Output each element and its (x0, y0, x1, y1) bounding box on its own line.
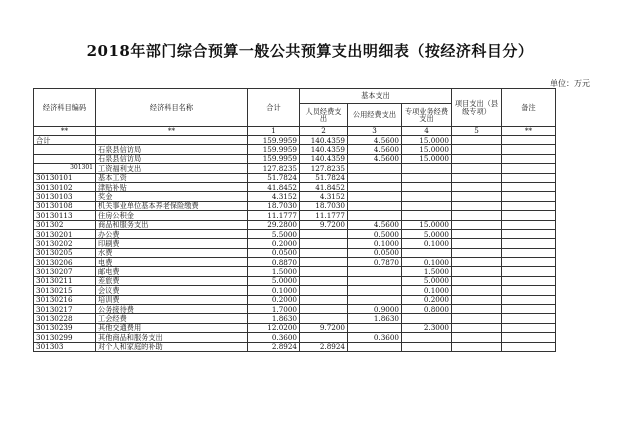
project-cell (452, 295, 502, 304)
name-cell: 邮电费 (96, 267, 248, 276)
code-cell: 30130101 (34, 173, 96, 182)
index-cell: 3 (348, 127, 402, 136)
header-name: 经济科目名称 (96, 89, 248, 127)
code-cell: 301303 (34, 342, 96, 351)
total-cell: 51.7824 (248, 173, 300, 182)
name-cell: 其他交通费用 (96, 323, 248, 332)
personnel-cell (300, 295, 348, 304)
public-cell: 4.5600 (348, 145, 402, 154)
note-cell (502, 267, 556, 276)
index-cell: ** (96, 127, 248, 136)
code-cell: 30130113 (34, 211, 96, 220)
code-cell: 30130102 (34, 182, 96, 191)
code-cell (34, 145, 96, 154)
header-basic: 基本支出 (300, 89, 452, 104)
special-cell: 0.1000 (402, 258, 452, 267)
name-cell: 电费 (96, 258, 248, 267)
public-cell: 0.7870 (348, 258, 402, 267)
header-project: 项目支出（县级专项） (452, 89, 502, 127)
total-cell: 5.5000 (248, 229, 300, 238)
special-cell: 0.1000 (402, 239, 452, 248)
special-cell: 2.3000 (402, 323, 452, 332)
table-row (34, 173, 556, 182)
public-cell (348, 164, 402, 173)
public-cell: 1.8630 (348, 314, 402, 323)
code-cell: 30130211 (34, 276, 96, 285)
name-cell: 工资福利支出 (96, 164, 248, 173)
project-cell (452, 192, 502, 201)
personnel-cell (300, 239, 348, 248)
note-cell (502, 145, 556, 154)
code-cell: 30130217 (34, 305, 96, 314)
project-cell (452, 239, 502, 248)
note-cell (502, 305, 556, 314)
special-cell: 15.0000 (402, 136, 452, 145)
total-cell: 1.5000 (248, 267, 300, 276)
project-cell (452, 342, 502, 351)
project-cell (452, 323, 502, 332)
personnel-cell: 11.1777 (300, 211, 348, 220)
name-cell: 其他商品和服务支出 (96, 333, 248, 342)
index-cell: 5 (452, 127, 502, 136)
code-cell: 30130103 (34, 192, 96, 201)
note-cell (502, 154, 556, 163)
index-row (34, 127, 556, 136)
special-cell (402, 333, 452, 342)
table-row (34, 295, 556, 304)
name-cell: 石泉县信访局 (96, 154, 248, 163)
personnel-cell: 9.7200 (300, 323, 348, 332)
note-cell (502, 286, 556, 295)
code-cell: 301301 (34, 164, 96, 173)
page-title: 2018年部门综合预算一般公共预算支出明细表（按经济科目分） (86, 42, 534, 60)
code-cell (34, 154, 96, 163)
project-cell (452, 173, 502, 182)
table-row (34, 211, 556, 220)
table-row (34, 145, 556, 154)
note-cell (502, 276, 556, 285)
name-cell: 印刷费 (96, 239, 248, 248)
table-row (34, 201, 556, 210)
project-cell (452, 164, 502, 173)
table-row (34, 154, 556, 163)
name-cell: 培训费 (96, 295, 248, 304)
code-cell: 30130207 (34, 267, 96, 276)
note-cell (502, 211, 556, 220)
special-cell (402, 201, 452, 210)
table-row (34, 220, 556, 229)
table-row (34, 239, 556, 248)
total-cell: 1.8630 (248, 314, 300, 323)
note-cell (502, 239, 556, 248)
personnel-cell (300, 267, 348, 276)
special-cell: 15.0000 (402, 220, 452, 229)
note-cell (502, 173, 556, 182)
name-cell: 会议费 (96, 286, 248, 295)
personnel-cell: 127.8235 (300, 164, 348, 173)
note-cell (502, 136, 556, 145)
table-row (34, 192, 556, 201)
name-cell: 津贴补贴 (96, 182, 248, 191)
table-row (34, 136, 556, 145)
project-cell (452, 333, 502, 342)
index-cell: 4 (402, 127, 452, 136)
table-row (34, 258, 556, 267)
project-cell (452, 229, 502, 238)
project-cell (452, 258, 502, 267)
code-cell: 30130216 (34, 295, 96, 304)
public-cell (348, 201, 402, 210)
personnel-cell (300, 333, 348, 342)
special-cell (402, 342, 452, 351)
note-cell (502, 220, 556, 229)
special-cell (402, 192, 452, 201)
special-cell: 0.8000 (402, 305, 452, 314)
total-cell: 2.8924 (248, 342, 300, 351)
table-row (34, 314, 556, 323)
name-cell: 机关事业单位基本养老保险缴费 (96, 201, 248, 210)
code-cell: 30130202 (34, 239, 96, 248)
index-cell: 2 (300, 127, 348, 136)
code-cell: 30130108 (34, 201, 96, 210)
special-cell (402, 173, 452, 182)
special-cell (402, 164, 452, 173)
table-row (34, 323, 556, 332)
personnel-cell: 18.7030 (300, 201, 348, 210)
name-cell: 办公费 (96, 229, 248, 238)
header-public: 公用经费支出 (348, 104, 402, 127)
table-row (34, 164, 556, 173)
public-cell: 0.5000 (348, 229, 402, 238)
name-cell: 住房公积金 (96, 211, 248, 220)
note-cell (502, 295, 556, 304)
total-cell: 11.1777 (248, 211, 300, 220)
header-note: 备注 (502, 89, 556, 127)
special-cell: 5.0000 (402, 229, 452, 238)
name-cell: 基本工资 (96, 173, 248, 182)
expenditure-table (33, 88, 556, 352)
personnel-cell (300, 314, 348, 323)
total-cell: 127.8235 (248, 164, 300, 173)
name-cell: 差旅费 (96, 276, 248, 285)
project-cell (452, 182, 502, 191)
public-cell (348, 267, 402, 276)
code-cell: 30130228 (34, 314, 96, 323)
total-cell: 0.0500 (248, 248, 300, 257)
total-cell: 0.3600 (248, 333, 300, 342)
project-cell (452, 201, 502, 210)
project-cell (452, 211, 502, 220)
total-cell: 0.1000 (248, 286, 300, 295)
name-cell: 工会经费 (96, 314, 248, 323)
public-cell: 0.1000 (348, 239, 402, 248)
public-cell: 4.5600 (348, 220, 402, 229)
header-total: 合计 (248, 89, 300, 127)
special-cell: 0.2000 (402, 295, 452, 304)
note-cell (502, 164, 556, 173)
note-cell (502, 182, 556, 191)
total-cell: 12.0200 (248, 323, 300, 332)
note-cell (502, 342, 556, 351)
special-cell (402, 248, 452, 257)
name-cell: 水费 (96, 248, 248, 257)
project-cell (452, 136, 502, 145)
special-cell: 5.0000 (402, 276, 452, 285)
special-cell (402, 182, 452, 191)
table-row (34, 333, 556, 342)
code-cell: 合计 (34, 136, 96, 145)
header-special: 专项业务经费支出 (402, 104, 452, 127)
note-cell (502, 201, 556, 210)
public-cell (348, 295, 402, 304)
public-cell (348, 286, 402, 295)
note-cell (502, 248, 556, 257)
index-cell: ** (34, 127, 96, 136)
name-cell: 石泉县信访局 (96, 145, 248, 154)
public-cell (348, 173, 402, 182)
name-cell: 对个人和家庭的补助 (96, 342, 248, 351)
personnel-cell: 140.4359 (300, 136, 348, 145)
code-cell: 30130201 (34, 229, 96, 238)
project-cell (452, 154, 502, 163)
note-cell (502, 229, 556, 238)
code-cell: 301302 (34, 220, 96, 229)
special-cell: 15.0000 (402, 145, 452, 154)
special-cell: 0.1000 (402, 286, 452, 295)
personnel-cell (300, 229, 348, 238)
table-row (34, 182, 556, 191)
table-row (34, 276, 556, 285)
note-cell (502, 314, 556, 323)
personnel-cell: 4.3152 (300, 192, 348, 201)
special-cell: 15.0000 (402, 154, 452, 163)
personnel-cell (300, 258, 348, 267)
total-cell: 5.0000 (248, 276, 300, 285)
project-cell (452, 314, 502, 323)
public-cell (348, 342, 402, 351)
total-cell: 0.2000 (248, 295, 300, 304)
public-cell (348, 182, 402, 191)
project-cell (452, 248, 502, 257)
public-cell: 0.0500 (348, 248, 402, 257)
public-cell: 4.5600 (348, 136, 402, 145)
total-cell: 159.9959 (248, 145, 300, 154)
total-cell: 0.8870 (248, 258, 300, 267)
project-cell (452, 267, 502, 276)
personnel-cell (300, 248, 348, 257)
public-cell (348, 276, 402, 285)
total-cell: 0.2000 (248, 239, 300, 248)
project-cell (452, 220, 502, 229)
note-cell (502, 323, 556, 332)
name-cell: 商品和服务支出 (96, 220, 248, 229)
table-row (34, 229, 556, 238)
name-cell: 公务接待费 (96, 305, 248, 314)
note-cell (502, 333, 556, 342)
total-cell: 41.8452 (248, 182, 300, 191)
total-cell: 159.9959 (248, 154, 300, 163)
personnel-cell: 2.8924 (300, 342, 348, 351)
total-cell: 4.3152 (248, 192, 300, 201)
project-cell (452, 305, 502, 314)
code-cell: 30130215 (34, 286, 96, 295)
personnel-cell: 140.4359 (300, 145, 348, 154)
name-cell: 奖金 (96, 192, 248, 201)
code-cell: 30130206 (34, 258, 96, 267)
personnel-cell (300, 305, 348, 314)
note-cell (502, 192, 556, 201)
project-cell (452, 286, 502, 295)
public-cell (348, 211, 402, 220)
code-cell: 30130239 (34, 323, 96, 332)
table-row (34, 267, 556, 276)
public-cell: 4.5600 (348, 154, 402, 163)
total-cell: 159.9959 (248, 136, 300, 145)
index-cell: ** (502, 127, 556, 136)
total-cell: 1.7000 (248, 305, 300, 314)
personnel-cell: 41.8452 (300, 182, 348, 191)
table-row (34, 248, 556, 257)
special-cell (402, 314, 452, 323)
personnel-cell (300, 286, 348, 295)
public-cell (348, 323, 402, 332)
personnel-cell: 140.4359 (300, 154, 348, 163)
total-cell: 29.2800 (248, 220, 300, 229)
personnel-cell: 9.7200 (300, 220, 348, 229)
special-cell: 1.5000 (402, 267, 452, 276)
special-cell (402, 211, 452, 220)
index-cell: 1 (248, 127, 300, 136)
project-cell (452, 145, 502, 154)
header-row-1 (34, 89, 556, 104)
table-row (34, 305, 556, 314)
name-cell (96, 136, 248, 145)
project-cell (452, 276, 502, 285)
personnel-cell: 51.7824 (300, 173, 348, 182)
table-row (34, 286, 556, 295)
public-cell: 0.9000 (348, 305, 402, 314)
header-personnel: 人员经费支出 (300, 104, 348, 127)
personnel-cell (300, 276, 348, 285)
unit-label: 单位：万元 (550, 79, 590, 88)
code-cell: 30130299 (34, 333, 96, 342)
total-cell: 18.7030 (248, 201, 300, 210)
note-cell (502, 258, 556, 267)
code-cell: 30130205 (34, 248, 96, 257)
header-code: 经济科目编码 (34, 89, 96, 127)
public-cell: 0.3600 (348, 333, 402, 342)
table-row (34, 342, 556, 351)
public-cell (348, 192, 402, 201)
